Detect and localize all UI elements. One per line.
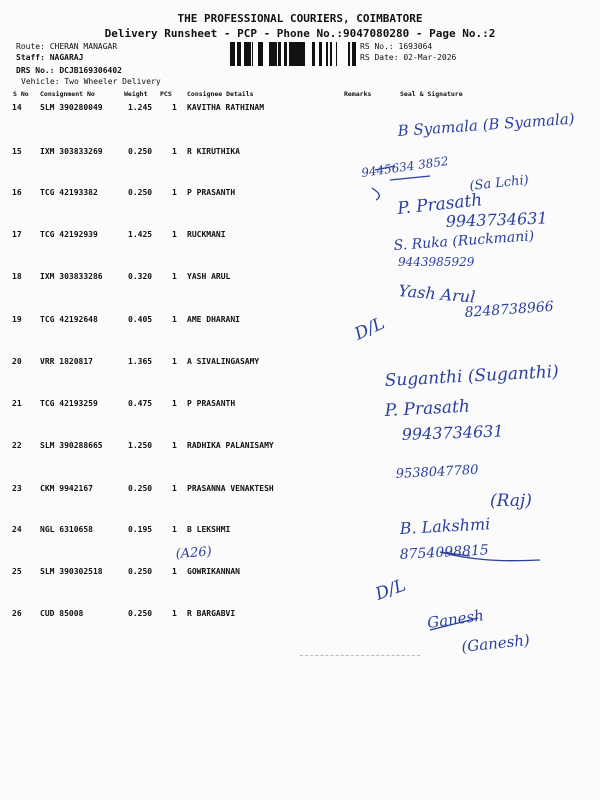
- row-consignment-no: SLM 390280049: [40, 103, 103, 112]
- row-weight: 1.250: [128, 441, 153, 450]
- row-consignment-no: VRR 1820817: [40, 357, 93, 366]
- hw-row21-phone: 9943734631: [401, 421, 504, 444]
- row-weight: 0.320: [128, 272, 153, 281]
- row-sno: 26: [12, 609, 22, 618]
- row-sno: 22: [12, 441, 22, 450]
- row-weight: 0.250: [128, 484, 153, 493]
- company-title: THE PROFESSIONAL COURIERS, COIMBATORE: [177, 12, 423, 25]
- col-sno: S No: [13, 90, 29, 98]
- row-consignee: R BARGABVI: [187, 609, 236, 618]
- hw-row15-phone: 9445634 3852: [360, 153, 450, 180]
- row-consignment-no: SLM 390302518: [40, 567, 103, 576]
- runsheet-subtitle: Delivery Runsheet - PCP - Phone No.:9047080280 - Page No.:2: [104, 27, 496, 40]
- hw-row23-name: (Raj): [490, 491, 532, 511]
- hw-dl-mark-2: D/L: [372, 575, 409, 605]
- row-consignee: R KIRUTHIKA: [187, 147, 240, 156]
- row-pcs: 1: [172, 399, 177, 408]
- staff-label: Staff: NAGARAJ: [16, 53, 84, 62]
- row-consignment-no: SLM 390288665: [40, 441, 103, 450]
- row-consignee: AME DHARANI: [187, 315, 240, 324]
- row-consignee: P PRASANTH: [187, 188, 236, 197]
- row-weight: 0.475: [128, 399, 153, 408]
- row-sno: 21: [12, 399, 22, 408]
- row-sno: 23: [12, 484, 22, 493]
- col-consignment: Consignment No: [40, 90, 95, 98]
- page-footer-line: [300, 655, 420, 656]
- row-sno: 16: [12, 188, 22, 197]
- row-sno: 15: [12, 147, 22, 156]
- row-weight: 0.405: [128, 315, 153, 324]
- hw-row24-name: B. Lakshmi: [399, 514, 491, 538]
- row-weight: 0.250: [128, 609, 153, 618]
- row-weight: 0.250: [128, 567, 153, 576]
- vehicle-label: Vehicle: Two Wheeler Delivery: [21, 77, 161, 86]
- row-pcs: 1: [172, 103, 177, 112]
- row-weight: 0.250: [128, 147, 153, 156]
- row-consignment-no: CUD 85008: [40, 609, 84, 618]
- hw-dl-mark-1: D/L: [351, 313, 388, 345]
- row-consignee: KAVITHA RATHINAM: [187, 103, 265, 112]
- hw-row18-phone: 8248738966: [464, 298, 555, 321]
- row-pcs: 1: [172, 188, 177, 197]
- hw-row23-phone: 9538047780: [395, 462, 479, 482]
- row-weight: 0.250: [128, 188, 153, 197]
- row-consignee: A SIVALINGASAMY: [187, 357, 260, 366]
- hw-row17-name: S. Ruka (Ruckmani): [393, 228, 535, 254]
- hw-row24-phone: 8754098815: [399, 542, 490, 563]
- row-pcs: 1: [172, 315, 177, 324]
- row-weight: 0.195: [128, 525, 153, 534]
- hw-a26: (A26): [175, 544, 213, 562]
- row-consignment-no: IXM 303833286: [40, 272, 103, 281]
- hw-row26-sub: (Ganesh): [460, 630, 531, 656]
- rs-number: RS No.: 1693064: [360, 42, 433, 51]
- row-consignment-no: TCG 42193382: [40, 188, 98, 197]
- row-pcs: 1: [172, 272, 177, 281]
- row-consignee: B LEKSHMI: [187, 525, 231, 534]
- col-weight: Weight: [124, 90, 148, 98]
- hw-row20: Suganthi (Suganthi): [384, 361, 560, 391]
- row-consignment-no: TCG 42193259: [40, 399, 98, 408]
- row-pcs: 1: [172, 441, 177, 450]
- hw-row26-name: Ganesh: [426, 606, 485, 632]
- row-sno: 19: [12, 315, 22, 324]
- row-pcs: 1: [172, 567, 177, 576]
- col-pcs: PCS: [160, 90, 172, 98]
- hw-row16-name: P. Prasath: [396, 190, 484, 219]
- row-consignee: RUCKMANI: [187, 230, 226, 239]
- row-pcs: 1: [172, 147, 177, 156]
- row-pcs: 1: [172, 484, 177, 493]
- row-pcs: 1: [172, 357, 177, 366]
- row-consignment-no: TCG 42192648: [40, 315, 98, 324]
- col-seal-signature: Seal & Signature: [400, 90, 463, 98]
- row-consignment-no: IXM 303833269: [40, 147, 103, 156]
- row-sno: 14: [12, 103, 22, 112]
- row-sno: 17: [12, 230, 22, 239]
- row-sno: 20: [12, 357, 22, 366]
- row-consignment-no: TCG 42192939: [40, 230, 98, 239]
- row-consignment-no: NGL 6310658: [40, 525, 93, 534]
- row-consignee: RADHIKA PALANISAMY: [187, 441, 274, 450]
- hw-row14: B Syamala (B Syamala): [397, 109, 576, 140]
- row-consignment-no: CKM 9942167: [40, 484, 93, 493]
- row-consignee: YASH ARUL: [187, 272, 231, 281]
- col-consignee: Consignee Details: [187, 90, 254, 98]
- row-consignee: P PRASANTH: [187, 399, 236, 408]
- route-label: Route: CHERAN MANAGAR: [16, 42, 118, 51]
- row-weight: 1.365: [128, 357, 153, 366]
- row-sno: 24: [12, 525, 22, 534]
- hw-row17-phone: 9443985929: [398, 255, 475, 269]
- col-remarks: Remarks: [344, 90, 372, 98]
- hw-row21-name: P. Prasath: [384, 396, 471, 421]
- row-weight: 1.425: [128, 230, 153, 239]
- hw-row15-name: (Sa Lchi): [468, 172, 530, 194]
- row-sno: 25: [12, 567, 22, 576]
- row-sno: 18: [12, 272, 22, 281]
- row-consignee: GOWRIKANNAN: [187, 567, 240, 576]
- hw-row16-phone: 9943734631: [445, 208, 548, 231]
- drs-number: DRS No.: DCJB169306402: [16, 66, 122, 75]
- hw-row18-name: Yash Arul: [397, 281, 477, 307]
- row-weight: 1.245: [128, 103, 153, 112]
- row-pcs: 1: [172, 525, 177, 534]
- row-pcs: 1: [172, 609, 177, 618]
- row-consignee: PRASANNA VENAKTESH: [187, 484, 274, 493]
- rs-date: RS Date: 02-Mar-2026: [360, 53, 457, 62]
- row-pcs: 1: [172, 230, 177, 239]
